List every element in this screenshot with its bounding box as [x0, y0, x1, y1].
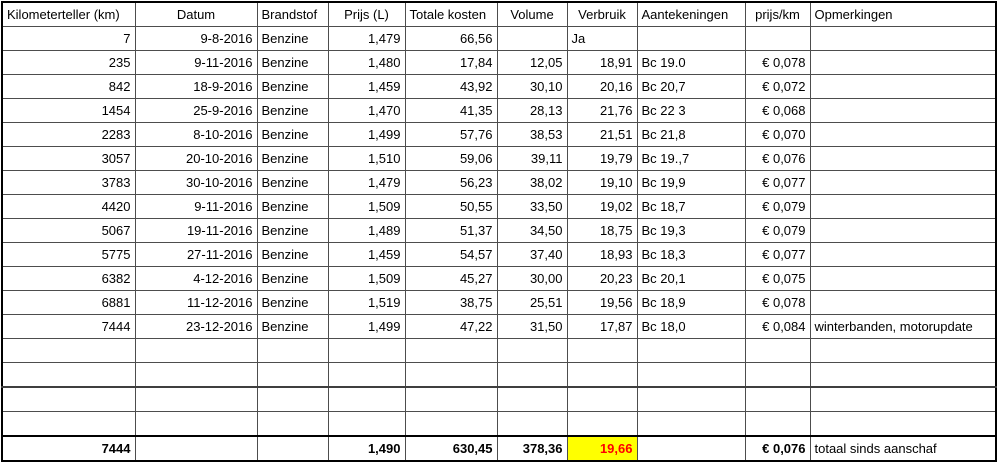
table-row	[2, 243, 996, 267]
cell-empty-km[interactable]	[2, 412, 135, 437]
cell-empty-prijs_l[interactable]	[328, 412, 405, 437]
cell-opmerkingen[interactable]	[810, 291, 996, 315]
cell-prijs_l[interactable]: 1,459	[328, 75, 405, 99]
table-row	[2, 147, 996, 171]
cell-prijs_l[interactable]: 1,509	[328, 195, 405, 219]
cell-volume[interactable]: 30,10	[497, 75, 567, 99]
cell-prijs_l[interactable]: 1,480	[328, 51, 405, 75]
cell-prijs_km[interactable]: € 0,068	[745, 99, 810, 123]
cell-brandstof[interactable]: Benzine	[257, 315, 328, 339]
cell-datum[interactable]: 25-9-2016	[135, 99, 257, 123]
cell-totale_kosten[interactable]: 54,57	[405, 243, 497, 267]
column-header-prijs_l[interactable]: Prijs (L)	[328, 2, 405, 27]
cell-verbruik[interactable]: 18,93	[567, 243, 637, 267]
cell-empty-prijs_l[interactable]	[328, 363, 405, 388]
cell-brandstof[interactable]: Benzine	[257, 195, 328, 219]
table-row	[2, 291, 996, 315]
cell-brandstof[interactable]: Benzine	[257, 219, 328, 243]
fuel-log-table	[1, 1, 997, 462]
cell-prijs_km[interactable]: € 0,077	[745, 171, 810, 195]
cell-verbruik[interactable]: 18,75	[567, 219, 637, 243]
cell-empty-opmerkingen[interactable]	[810, 412, 996, 437]
cell-verbruik[interactable]: Ja	[567, 27, 637, 51]
total-cell-aantekeningen[interactable]	[637, 436, 745, 461]
cell-empty-brandstof[interactable]	[257, 412, 328, 437]
cell-totale_kosten[interactable]: 66,56	[405, 27, 497, 51]
cell-brandstof[interactable]: Benzine	[257, 51, 328, 75]
cell-opmerkingen[interactable]	[810, 267, 996, 291]
cell-totale_kosten[interactable]: 59,06	[405, 147, 497, 171]
cell-aantekeningen[interactable]	[637, 27, 745, 51]
cell-empty-km[interactable]	[2, 363, 135, 388]
cell-empty-prijs_l[interactable]	[328, 339, 405, 363]
cell-datum[interactable]: 20-10-2016	[135, 147, 257, 171]
cell-km[interactable]: 842	[2, 75, 135, 99]
cell-prijs_l[interactable]: 1,479	[328, 171, 405, 195]
cell-aantekeningen[interactable]: Bc 20,1	[637, 267, 745, 291]
cell-prijs_km[interactable]	[745, 27, 810, 51]
cell-datum[interactable]: 19-11-2016	[135, 219, 257, 243]
cell-brandstof[interactable]: Benzine	[257, 75, 328, 99]
cell-totale_kosten[interactable]: 56,23	[405, 171, 497, 195]
cell-aantekeningen[interactable]: Bc 18,7	[637, 195, 745, 219]
cell-brandstof[interactable]: Benzine	[257, 243, 328, 267]
cell-prijs_km[interactable]: € 0,079	[745, 219, 810, 243]
column-header-datum[interactable]: Datum	[135, 2, 257, 27]
cell-empty-prijs_km[interactable]	[745, 412, 810, 437]
cell-empty-aantekeningen[interactable]	[637, 387, 745, 412]
cell-totale_kosten[interactable]: 17,84	[405, 51, 497, 75]
table-row	[2, 75, 996, 99]
cell-opmerkingen[interactable]	[810, 195, 996, 219]
column-header-brandstof[interactable]: Brandstof	[257, 2, 328, 27]
cell-opmerkingen[interactable]	[810, 123, 996, 147]
cell-totale_kosten[interactable]: 41,35	[405, 99, 497, 123]
cell-km[interactable]: 2283	[2, 123, 135, 147]
cell-datum[interactable]: 9-8-2016	[135, 27, 257, 51]
cell-empty-verbruik[interactable]	[567, 363, 637, 388]
cell-aantekeningen[interactable]: Bc 19.0	[637, 51, 745, 75]
cell-prijs_l[interactable]: 1,509	[328, 267, 405, 291]
cell-empty-verbruik[interactable]	[567, 412, 637, 437]
cell-aantekeningen[interactable]: Bc 18,0	[637, 315, 745, 339]
cell-km[interactable]: 7444	[2, 315, 135, 339]
total-cell-km[interactable]: 7444	[2, 436, 135, 461]
cell-volume[interactable]	[497, 27, 567, 51]
cell-empty-totale_kosten[interactable]	[405, 412, 497, 437]
cell-empty-brandstof[interactable]	[257, 387, 328, 412]
cell-opmerkingen[interactable]	[810, 27, 996, 51]
empty-row	[2, 339, 996, 363]
table-row	[2, 315, 996, 339]
cell-datum[interactable]: 9-11-2016	[135, 51, 257, 75]
table-row	[2, 219, 996, 243]
cell-volume[interactable]: 38,53	[497, 123, 567, 147]
cell-opmerkingen[interactable]	[810, 171, 996, 195]
cell-empty-volume[interactable]	[497, 412, 567, 437]
cell-prijs_km[interactable]: € 0,084	[745, 315, 810, 339]
total-cell-prijs_l[interactable]: 1,490	[328, 436, 405, 461]
column-header-totale_kosten[interactable]: Totale kosten	[405, 2, 497, 27]
cell-datum[interactable]: 9-11-2016	[135, 195, 257, 219]
table-row	[2, 27, 996, 51]
cell-prijs_l[interactable]: 1,489	[328, 219, 405, 243]
cell-aantekeningen[interactable]: Bc 22 3	[637, 99, 745, 123]
cell-opmerkingen[interactable]	[810, 51, 996, 75]
cell-empty-opmerkingen[interactable]	[810, 339, 996, 363]
cell-datum[interactable]: 4-12-2016	[135, 267, 257, 291]
cell-km[interactable]: 5775	[2, 243, 135, 267]
cell-km[interactable]: 6382	[2, 267, 135, 291]
cell-volume[interactable]: 28,13	[497, 99, 567, 123]
cell-brandstof[interactable]: Benzine	[257, 27, 328, 51]
cell-empty-opmerkingen[interactable]	[810, 387, 996, 412]
total-row	[2, 436, 996, 461]
cell-totale_kosten[interactable]: 50,55	[405, 195, 497, 219]
cell-verbruik[interactable]: 19,02	[567, 195, 637, 219]
cell-brandstof[interactable]: Benzine	[257, 123, 328, 147]
cell-prijs_l[interactable]: 1,510	[328, 147, 405, 171]
total-cell-brandstof[interactable]	[257, 436, 328, 461]
cell-empty-km[interactable]	[2, 339, 135, 363]
total-cell-opmerkingen[interactable]: totaal sinds aanschaf	[810, 436, 996, 461]
cell-brandstof[interactable]: Benzine	[257, 147, 328, 171]
cell-km[interactable]: 235	[2, 51, 135, 75]
cell-verbruik[interactable]: 18,91	[567, 51, 637, 75]
column-header-prijs_km[interactable]: prijs/km	[745, 2, 810, 27]
cell-empty-brandstof[interactable]	[257, 339, 328, 363]
cell-datum[interactable]: 30-10-2016	[135, 171, 257, 195]
cell-datum[interactable]: 23-12-2016	[135, 315, 257, 339]
cell-datum[interactable]: 8-10-2016	[135, 123, 257, 147]
cell-prijs_l[interactable]: 1,519	[328, 291, 405, 315]
cell-brandstof[interactable]: Benzine	[257, 267, 328, 291]
cell-prijs_l[interactable]: 1,470	[328, 99, 405, 123]
cell-empty-volume[interactable]	[497, 339, 567, 363]
empty-row	[2, 387, 996, 412]
cell-verbruik[interactable]: 19,79	[567, 147, 637, 171]
cell-brandstof[interactable]: Benzine	[257, 171, 328, 195]
cell-verbruik[interactable]: 21,51	[567, 123, 637, 147]
cell-empty-datum[interactable]	[135, 339, 257, 363]
column-header-verbruik[interactable]: Verbruik	[567, 2, 637, 27]
cell-volume[interactable]: 38,02	[497, 171, 567, 195]
cell-prijs_l[interactable]: 1,459	[328, 243, 405, 267]
cell-empty-aantekeningen[interactable]	[637, 412, 745, 437]
cell-prijs_km[interactable]: € 0,078	[745, 51, 810, 75]
cell-km[interactable]: 3783	[2, 171, 135, 195]
cell-empty-prijs_km[interactable]	[745, 387, 810, 412]
cell-empty-totale_kosten[interactable]	[405, 387, 497, 412]
cell-empty-prijs_l[interactable]	[328, 387, 405, 412]
table-body	[2, 27, 996, 462]
cell-volume[interactable]: 33,50	[497, 195, 567, 219]
total-cell-totale_kosten[interactable]: 630,45	[405, 436, 497, 461]
total-verbruik-highlighted-cell[interactable]: 19,66	[567, 436, 637, 461]
cell-km[interactable]: 4420	[2, 195, 135, 219]
cell-datum[interactable]: 27-11-2016	[135, 243, 257, 267]
table-row	[2, 195, 996, 219]
cell-volume[interactable]: 34,50	[497, 219, 567, 243]
table-row	[2, 99, 996, 123]
cell-empty-km[interactable]	[2, 387, 135, 412]
cell-volume[interactable]: 30,00	[497, 267, 567, 291]
column-header-opmerkingen[interactable]: Opmerkingen	[810, 2, 996, 27]
cell-empty-datum[interactable]	[135, 387, 257, 412]
empty-row	[2, 412, 996, 437]
cell-km[interactable]: 6881	[2, 291, 135, 315]
cell-opmerkingen[interactable]	[810, 219, 996, 243]
cell-empty-datum[interactable]	[135, 412, 257, 437]
cell-prijs_l[interactable]: 1,499	[328, 315, 405, 339]
table-row	[2, 171, 996, 195]
cell-aantekeningen[interactable]: Bc 19.,7	[637, 147, 745, 171]
total-cell-volume[interactable]: 378,36	[497, 436, 567, 461]
cell-brandstof[interactable]: Benzine	[257, 99, 328, 123]
cell-empty-datum[interactable]	[135, 363, 257, 388]
cell-prijs_l[interactable]: 1,499	[328, 123, 405, 147]
cell-aantekeningen[interactable]: Bc 19,9	[637, 171, 745, 195]
table-row	[2, 123, 996, 147]
table-row	[2, 51, 996, 75]
cell-volume[interactable]: 12,05	[497, 51, 567, 75]
cell-totale_kosten[interactable]: 47,22	[405, 315, 497, 339]
cell-verbruik[interactable]: 20,23	[567, 267, 637, 291]
cell-prijs_km[interactable]: € 0,076	[745, 147, 810, 171]
cell-verbruik[interactable]: 19,56	[567, 291, 637, 315]
cell-opmerkingen[interactable]	[810, 75, 996, 99]
cell-volume[interactable]: 37,40	[497, 243, 567, 267]
cell-aantekeningen[interactable]: Bc 21,8	[637, 123, 745, 147]
cell-aantekeningen[interactable]: Bc 18,3	[637, 243, 745, 267]
cell-totale_kosten[interactable]: 45,27	[405, 267, 497, 291]
cell-totale_kosten[interactable]: 38,75	[405, 291, 497, 315]
cell-datum[interactable]: 11-12-2016	[135, 291, 257, 315]
cell-verbruik[interactable]: 17,87	[567, 315, 637, 339]
empty-row	[2, 363, 996, 388]
cell-opmerkingen[interactable]	[810, 147, 996, 171]
cell-prijs_km[interactable]: € 0,078	[745, 291, 810, 315]
cell-totale_kosten[interactable]: 51,37	[405, 219, 497, 243]
cell-brandstof[interactable]: Benzine	[257, 291, 328, 315]
cell-totale_kosten[interactable]: 43,92	[405, 75, 497, 99]
cell-empty-brandstof[interactable]	[257, 363, 328, 388]
cell-empty-verbruik[interactable]	[567, 387, 637, 412]
cell-prijs_km[interactable]: € 0,072	[745, 75, 810, 99]
cell-aantekeningen[interactable]: Bc 19,3	[637, 219, 745, 243]
cell-volume[interactable]: 25,51	[497, 291, 567, 315]
cell-empty-prijs_km[interactable]	[745, 339, 810, 363]
cell-verbruik[interactable]: 19,10	[567, 171, 637, 195]
cell-aantekeningen[interactable]: Bc 18,9	[637, 291, 745, 315]
header-row	[2, 2, 996, 27]
column-header-volume[interactable]: Volume	[497, 2, 567, 27]
cell-empty-volume[interactable]	[497, 387, 567, 412]
cell-opmerkingen[interactable]	[810, 243, 996, 267]
cell-empty-aantekeningen[interactable]	[637, 339, 745, 363]
cell-prijs_km[interactable]: € 0,077	[745, 243, 810, 267]
cell-opmerkingen[interactable]	[810, 99, 996, 123]
cell-volume[interactable]: 39,11	[497, 147, 567, 171]
cell-empty-totale_kosten[interactable]	[405, 363, 497, 388]
cell-totale_kosten[interactable]: 57,76	[405, 123, 497, 147]
cell-km[interactable]: 1454	[2, 99, 135, 123]
column-header-km[interactable]: Kilometerteller (km)	[2, 2, 135, 27]
total-cell-datum[interactable]	[135, 436, 257, 461]
cell-aantekeningen[interactable]: Bc 20,7	[637, 75, 745, 99]
cell-empty-opmerkingen[interactable]	[810, 363, 996, 388]
table-row	[2, 267, 996, 291]
cell-empty-verbruik[interactable]	[567, 339, 637, 363]
cell-km[interactable]: 7	[2, 27, 135, 51]
cell-opmerkingen[interactable]: winterbanden, motorupdate	[810, 315, 996, 339]
cell-km[interactable]: 3057	[2, 147, 135, 171]
cell-prijs_km[interactable]: € 0,075	[745, 267, 810, 291]
cell-datum[interactable]: 18-9-2016	[135, 75, 257, 99]
cell-empty-prijs_km[interactable]	[745, 363, 810, 388]
cell-prijs_km[interactable]: € 0,070	[745, 123, 810, 147]
cell-km[interactable]: 5067	[2, 219, 135, 243]
column-header-aantekeningen[interactable]: Aantekeningen	[637, 2, 745, 27]
cell-prijs_km[interactable]: € 0,079	[745, 195, 810, 219]
cell-verbruik[interactable]: 21,76	[567, 99, 637, 123]
total-cell-prijs_km[interactable]: € 0,076	[745, 436, 810, 461]
cell-empty-aantekeningen[interactable]	[637, 363, 745, 388]
cell-volume[interactable]: 31,50	[497, 315, 567, 339]
cell-empty-totale_kosten[interactable]	[405, 339, 497, 363]
cell-prijs_l[interactable]: 1,479	[328, 27, 405, 51]
cell-verbruik[interactable]: 20,16	[567, 75, 637, 99]
cell-empty-volume[interactable]	[497, 363, 567, 388]
